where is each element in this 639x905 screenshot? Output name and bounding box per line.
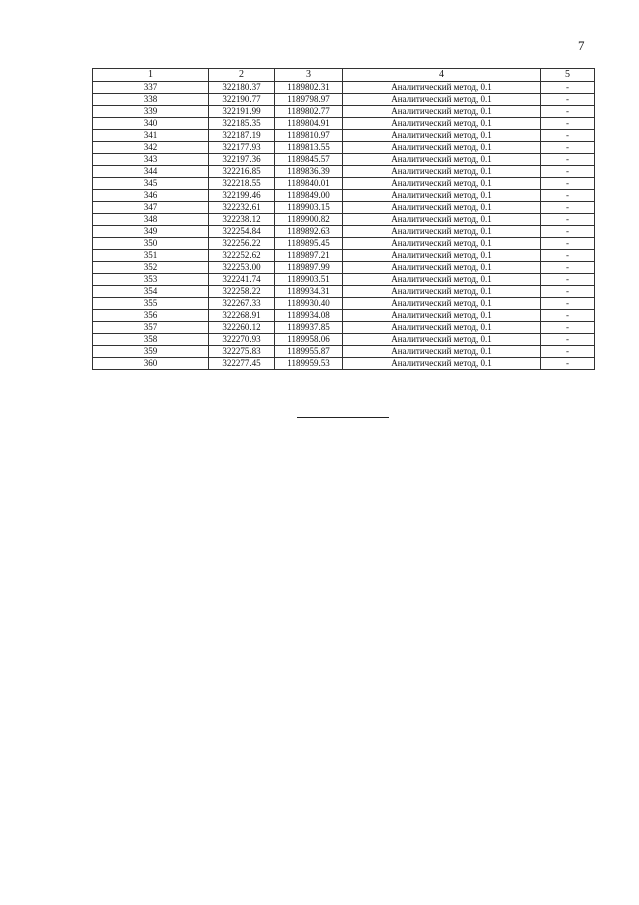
cell-y-coordinate: 1189900.82 — [275, 214, 343, 226]
cell-y-coordinate: 1189958.06 — [275, 334, 343, 346]
table-row — [93, 94, 595, 106]
cell-method: Аналитический метод, 0.1 — [343, 214, 541, 226]
cell-method: Аналитический метод, 0.1 — [343, 262, 541, 274]
cell-y-coordinate: 1189840.01 — [275, 178, 343, 190]
cell-x-coordinate: 322232.61 — [209, 202, 275, 214]
page-number: 7 — [578, 38, 585, 53]
cell-y-coordinate: 1189804.91 — [275, 118, 343, 130]
table-row — [93, 142, 595, 154]
column-header-y-coordinate: 3 — [275, 69, 343, 82]
cell-notes: - — [541, 274, 595, 286]
cell-method: Аналитический метод, 0.1 — [343, 166, 541, 178]
cell-method: Аналитический метод, 0.1 — [343, 130, 541, 142]
table-row — [93, 274, 595, 286]
cell-x-coordinate: 322256.22 — [209, 238, 275, 250]
cell-x-coordinate: 322180.37 — [209, 82, 275, 94]
column-header-method: 4 — [343, 69, 541, 82]
cell-method: Аналитический метод, 0.1 — [343, 154, 541, 166]
cell-method: Аналитический метод, 0.1 — [343, 334, 541, 346]
cell-y-coordinate: 1189903.51 — [275, 274, 343, 286]
cell-x-coordinate: 322275.83 — [209, 346, 275, 358]
table-row — [93, 214, 595, 226]
cell-x-coordinate: 322177.93 — [209, 142, 275, 154]
cell-notes: - — [541, 166, 595, 178]
table-row — [93, 118, 595, 130]
table-row — [93, 238, 595, 250]
cell-x-coordinate: 322268.91 — [209, 310, 275, 322]
cell-point-number: 351 — [93, 250, 209, 262]
cell-method: Аналитический метод, 0.1 — [343, 358, 541, 370]
cell-x-coordinate: 322197.36 — [209, 154, 275, 166]
table-row — [93, 82, 595, 94]
cell-y-coordinate: 1189937.85 — [275, 322, 343, 334]
cell-method: Аналитический метод, 0.1 — [343, 310, 541, 322]
cell-notes: - — [541, 154, 595, 166]
table-row — [93, 310, 595, 322]
cell-point-number: 359 — [93, 346, 209, 358]
cell-method: Аналитический метод, 0.1 — [343, 94, 541, 106]
cell-x-coordinate: 322270.93 — [209, 334, 275, 346]
table-row — [93, 262, 595, 274]
cell-point-number: 360 — [93, 358, 209, 370]
cell-y-coordinate: 1189802.77 — [275, 106, 343, 118]
cell-y-coordinate: 1189959.53 — [275, 358, 343, 370]
cell-notes: - — [541, 142, 595, 154]
cell-y-coordinate: 1189934.31 — [275, 286, 343, 298]
cell-point-number: 355 — [93, 298, 209, 310]
cell-y-coordinate: 1189802.31 — [275, 82, 343, 94]
cell-notes: - — [541, 202, 595, 214]
cell-notes: - — [541, 286, 595, 298]
cell-y-coordinate: 1189897.99 — [275, 262, 343, 274]
cell-y-coordinate: 1189849.00 — [275, 190, 343, 202]
cell-x-coordinate: 322258.22 — [209, 286, 275, 298]
cell-method: Аналитический метод, 0.1 — [343, 226, 541, 238]
cell-point-number: 343 — [93, 154, 209, 166]
cell-x-coordinate: 322190.77 — [209, 94, 275, 106]
cell-point-number: 345 — [93, 178, 209, 190]
cell-y-coordinate: 1189836.39 — [275, 166, 343, 178]
cell-point-number: 352 — [93, 262, 209, 274]
cell-y-coordinate: 1189845.57 — [275, 154, 343, 166]
cell-point-number: 348 — [93, 214, 209, 226]
cell-method: Аналитический метод, 0.1 — [343, 322, 541, 334]
cell-method: Аналитический метод, 0.1 — [343, 190, 541, 202]
cell-notes: - — [541, 262, 595, 274]
cell-notes: - — [541, 310, 595, 322]
cell-point-number: 347 — [93, 202, 209, 214]
table-row — [93, 250, 595, 262]
end-of-table-rule — [297, 417, 389, 418]
cell-method: Аналитический метод, 0.1 — [343, 142, 541, 154]
table-body — [93, 82, 595, 370]
cell-method: Аналитический метод, 0.1 — [343, 286, 541, 298]
table-row — [93, 286, 595, 298]
cell-notes: - — [541, 250, 595, 262]
cell-notes: - — [541, 226, 595, 238]
table-header-row — [93, 69, 595, 82]
cell-y-coordinate: 1189955.87 — [275, 346, 343, 358]
cell-method: Аналитический метод, 0.1 — [343, 346, 541, 358]
cell-point-number: 341 — [93, 130, 209, 142]
cell-method: Аналитический метод, 0.1 — [343, 250, 541, 262]
table-row — [93, 334, 595, 346]
cell-y-coordinate: 1189798.97 — [275, 94, 343, 106]
cell-method: Аналитический метод, 0.1 — [343, 274, 541, 286]
cell-method: Аналитический метод, 0.1 — [343, 298, 541, 310]
cell-notes: - — [541, 334, 595, 346]
cell-x-coordinate: 322241.74 — [209, 274, 275, 286]
cell-notes: - — [541, 298, 595, 310]
cell-x-coordinate: 322252.62 — [209, 250, 275, 262]
cell-notes: - — [541, 346, 595, 358]
cell-method: Аналитический метод, 0.1 — [343, 202, 541, 214]
cell-notes: - — [541, 214, 595, 226]
cell-x-coordinate: 322253.00 — [209, 262, 275, 274]
cell-notes: - — [541, 322, 595, 334]
table-row — [93, 166, 595, 178]
table-row — [93, 106, 595, 118]
cell-notes: - — [541, 82, 595, 94]
table-row — [93, 178, 595, 190]
cell-point-number: 358 — [93, 334, 209, 346]
cell-notes: - — [541, 190, 595, 202]
column-header-point-number: 1 — [93, 69, 209, 82]
cell-method: Аналитический метод, 0.1 — [343, 82, 541, 94]
cell-x-coordinate: 322218.55 — [209, 178, 275, 190]
cell-point-number: 346 — [93, 190, 209, 202]
cell-method: Аналитический метод, 0.1 — [343, 106, 541, 118]
cell-point-number: 339 — [93, 106, 209, 118]
cell-point-number: 349 — [93, 226, 209, 238]
cell-point-number: 350 — [93, 238, 209, 250]
cell-y-coordinate: 1189892.63 — [275, 226, 343, 238]
cell-y-coordinate: 1189895.45 — [275, 238, 343, 250]
cell-x-coordinate: 322260.12 — [209, 322, 275, 334]
cell-point-number: 357 — [93, 322, 209, 334]
cell-notes: - — [541, 118, 595, 130]
table-row — [93, 358, 595, 370]
cell-x-coordinate: 322254.84 — [209, 226, 275, 238]
coordinates-table — [92, 68, 595, 370]
table-row — [93, 130, 595, 142]
cell-notes: - — [541, 358, 595, 370]
cell-x-coordinate: 322191.99 — [209, 106, 275, 118]
cell-x-coordinate: 322185.35 — [209, 118, 275, 130]
cell-x-coordinate: 322216.85 — [209, 166, 275, 178]
cell-y-coordinate: 1189810.97 — [275, 130, 343, 142]
cell-x-coordinate: 322267.33 — [209, 298, 275, 310]
cell-x-coordinate: 322277.45 — [209, 358, 275, 370]
cell-notes: - — [541, 94, 595, 106]
column-header-x-coordinate: 2 — [209, 69, 275, 82]
cell-point-number: 344 — [93, 166, 209, 178]
cell-x-coordinate: 322238.12 — [209, 214, 275, 226]
cell-x-coordinate: 322187.19 — [209, 130, 275, 142]
cell-notes: - — [541, 178, 595, 190]
table-row — [93, 322, 595, 334]
cell-y-coordinate: 1189934.08 — [275, 310, 343, 322]
cell-notes: - — [541, 238, 595, 250]
cell-y-coordinate: 1189930.40 — [275, 298, 343, 310]
cell-point-number: 354 — [93, 286, 209, 298]
cell-point-number: 337 — [93, 82, 209, 94]
table-row — [93, 202, 595, 214]
cell-y-coordinate: 1189813.55 — [275, 142, 343, 154]
cell-method: Аналитический метод, 0.1 — [343, 178, 541, 190]
cell-point-number: 340 — [93, 118, 209, 130]
cell-notes: - — [541, 106, 595, 118]
cell-point-number: 338 — [93, 94, 209, 106]
table-row — [93, 226, 595, 238]
table-row — [93, 346, 595, 358]
table-row — [93, 154, 595, 166]
cell-point-number: 356 — [93, 310, 209, 322]
cell-method: Аналитический метод, 0.1 — [343, 238, 541, 250]
cell-method: Аналитический метод, 0.1 — [343, 118, 541, 130]
table-row — [93, 298, 595, 310]
cell-y-coordinate: 1189903.15 — [275, 202, 343, 214]
cell-point-number: 342 — [93, 142, 209, 154]
table-row — [93, 190, 595, 202]
cell-x-coordinate: 322199.46 — [209, 190, 275, 202]
column-header-notes: 5 — [541, 69, 595, 82]
cell-y-coordinate: 1189897.21 — [275, 250, 343, 262]
cell-notes: - — [541, 130, 595, 142]
cell-point-number: 353 — [93, 274, 209, 286]
